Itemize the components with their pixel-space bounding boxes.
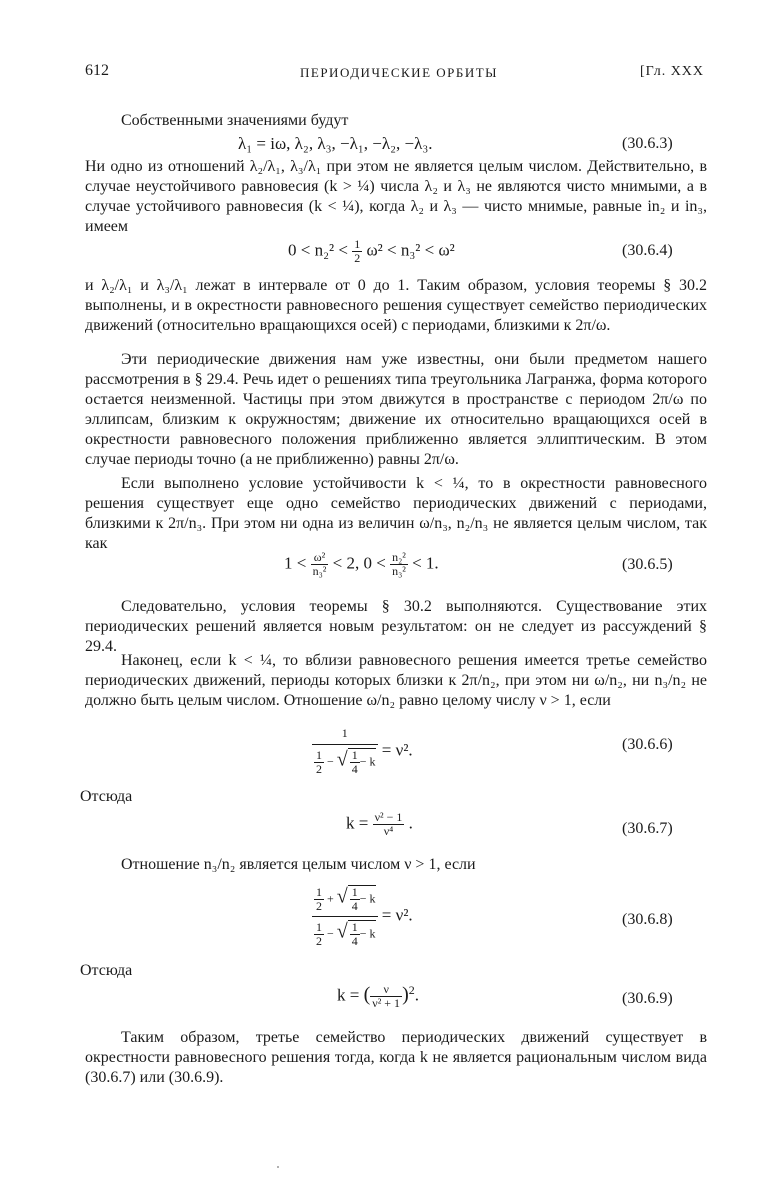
running-title: ПЕРИОДИЧЕСКИЕ ОРБИТЫ: [300, 65, 499, 80]
eq8-plus: +: [327, 891, 334, 906]
radical-icon: √: [336, 748, 348, 771]
eq8-half-top: [314, 886, 324, 913]
eq6-num: 1: [312, 727, 378, 745]
equation-number-30-6-4: (30.6.4): [622, 242, 673, 259]
paragraph-2: Ни одно из отношений λ₂/λ₁, λ₃/λ₁ при этом не является целым числом. Действительно, в случае неустойчивого равновесия (k > ¼) числа λ₂ и λ₃ не являются чисто мнимыми, а в случае устойчивого равновесия (k < ¼), когда λ₂ и λ₃ — чисто мнимые, равные in₂ и in₃, имеем: [85, 158, 707, 235]
eq6-den: [312, 745, 378, 776]
eq6-minus: −: [327, 754, 334, 769]
equation-number-30-6-7: (30.6.7): [622, 820, 673, 837]
eq9-end: .: [414, 985, 419, 1005]
equation-30-6-9: [337, 983, 419, 1010]
eq7-lhs: k =: [346, 813, 369, 833]
eq8-qb-den: 4: [351, 934, 358, 948]
paragraph-5: Если выполнено условие устойчивости k < ¼, то в окрестности равновесного решения существует еще одно семейство периодических движений с периодами, близкими к 2π/n₃. При этом ни одна из величин ω/n₃, n₂/n₃ не является целым числом, так как: [85, 475, 707, 552]
paragraph-9: Отношение n₃/n₂ является целым числом ν > 1, если: [121, 856, 476, 873]
eq8-rhs: = ν².: [381, 905, 413, 925]
eq5-part-b: < 2, 0 <: [332, 553, 386, 573]
eq6-quarter: [350, 749, 360, 776]
paragraph-8: Отсюда: [80, 788, 133, 805]
eq8-half-bottom: [314, 921, 324, 948]
eq4-frac-den: 2: [354, 251, 361, 265]
equation-number-30-6-5: (30.6.5): [622, 556, 673, 573]
eq8-qt-den: 4: [351, 899, 358, 913]
radical-icon: √: [336, 885, 348, 908]
eq6-rhs: = ν².: [381, 740, 413, 760]
eq6-quarter-num: 1: [351, 748, 358, 762]
eq7-num: ν² − 1: [374, 810, 403, 824]
eq4-left: 0 < n₂² <: [288, 240, 348, 260]
eq8-ht-num: 1: [316, 885, 322, 899]
eq5-part-c: < 1.: [412, 553, 439, 573]
eq8-qt: [350, 886, 360, 913]
eq5-fraction-1: [311, 551, 329, 578]
eq5-f1-num: ω²: [311, 551, 329, 565]
eq8-qb: [350, 921, 360, 948]
eq7-fraction: [373, 811, 405, 838]
eq7-den: ν⁴: [383, 824, 394, 838]
equation-number-30-6-6: (30.6.6): [622, 736, 673, 753]
print-speck: [277, 1166, 279, 1168]
eq6-half-num: 1: [316, 748, 322, 762]
equation-30-6-7: [346, 811, 413, 838]
eq8-fraction: [312, 885, 378, 948]
eq5-f2-den: n₃²: [392, 564, 406, 578]
paragraph-3: и λ₂/λ₁ и λ₃/λ₁ лежат в интервале от 0 до 1. Таким образом, условия теоремы § 30.2 выполнены, и в окрестности равновесного решения существует семейство периодических движений (относительно вращающихся осей) с периодами, близкими к 2π/ω.: [85, 277, 707, 334]
eq8-k-top: − k: [359, 891, 376, 906]
eq5-f2-num: n₂²: [392, 550, 406, 564]
eq8-qt-num: 1: [351, 885, 358, 899]
eq9-rparen: ): [402, 983, 409, 1006]
paragraph-10: Отсюда: [80, 962, 133, 979]
eq9-lparen: (: [363, 983, 371, 1006]
eq6-sqrt: [348, 748, 376, 776]
eq6-half: [314, 749, 324, 776]
eq9-num: ν: [370, 983, 402, 997]
eq8-num: [312, 885, 378, 917]
equation-number-30-6-3: (30.6.3): [622, 135, 673, 152]
chapter-label: [Гл. XXX: [640, 64, 705, 79]
eq5-f1-den: n₃²: [312, 564, 327, 578]
equation-30-6-3: λ₁ = iω, λ₂, λ₃, −λ₁, −λ₂, −λ₃.: [238, 134, 433, 153]
eq4-frac-num: 1: [354, 237, 361, 251]
eq4-fraction: [352, 238, 362, 265]
eq6-fraction: [312, 727, 378, 776]
eq6-k: − k: [359, 754, 376, 769]
paragraph-4: Эти периодические движения нам уже известны, они были предметом нашего рассмотрения в § 29.4. Речь идет о решениях типа треугольника Лагранжа, форма которого остается неизменной. Частицы при этом движутся в пространстве с периодом 2π/ω по эллипсам, близким к окружностям; движение их относительно вращающихся осей в окрестности равновесного положения приближенно является эллиптическим. В этом случае периоды точно (а не приближенно) равны 2π/ω.: [85, 351, 707, 468]
eq9-fraction: [370, 983, 402, 1010]
equation-30-6-6: [312, 727, 413, 776]
eq9-power: 2: [408, 983, 415, 997]
eq4-right: ω² < n₃² < ω²: [366, 240, 455, 260]
eq7-end: .: [408, 813, 413, 833]
eq8-sqrt-bottom: [348, 920, 376, 948]
eq9-lhs: k =: [337, 985, 360, 1005]
eq8-ht-den: 2: [316, 899, 322, 913]
eq6-half-den: 2: [316, 762, 322, 776]
paragraph-1: Собственными значениями будут: [121, 112, 349, 129]
eq5-fraction-2: [390, 551, 408, 578]
eq8-sqrt-top: [348, 885, 376, 913]
page-number: 612: [85, 62, 109, 79]
paragraph-7: Наконец, если k < ¼, то вблизи равновесного решения имеется третье семейство периодических движений, периоды которых близки к 2π/n₂, при этом ни ω/n₂, ни n₃/n₂ не должно быть целым числом. Отношение ω/n₂ равно целому числу ν > 1, если: [85, 652, 707, 709]
eq8-k-bottom: − k: [359, 926, 376, 941]
eq8-hb-num: 1: [316, 920, 322, 934]
equation-30-6-4: [288, 238, 455, 265]
paragraph-11: Таким образом, третье семейство периодических движений существует в окрестности равновесного решения тогда, когда k не является рациональным числом вида (30.6.7) или (30.6.9).: [85, 1029, 707, 1086]
equation-30-6-8: [312, 885, 413, 948]
radical-icon: √: [336, 920, 348, 943]
eq6-quarter-den: 4: [351, 762, 358, 776]
paragraph-6: Следовательно, условия теоремы § 30.2 выполняются. Существование этих периодических решений является новым результатом: он не следует из рассуждений § 29.4.: [85, 598, 707, 655]
equation-number-30-6-9: (30.6.9): [622, 990, 673, 1007]
equation-30-6-5: [284, 551, 439, 578]
equation-number-30-6-8: (30.6.8): [622, 911, 673, 928]
eq8-qb-num: 1: [351, 920, 358, 934]
eq8-den: [312, 917, 378, 948]
eq5-part-a: 1 <: [284, 553, 307, 573]
eq8-hb-den: 2: [316, 934, 322, 948]
eq8-minus: −: [327, 926, 334, 941]
eq9-den: ν² + 1: [372, 996, 401, 1011]
